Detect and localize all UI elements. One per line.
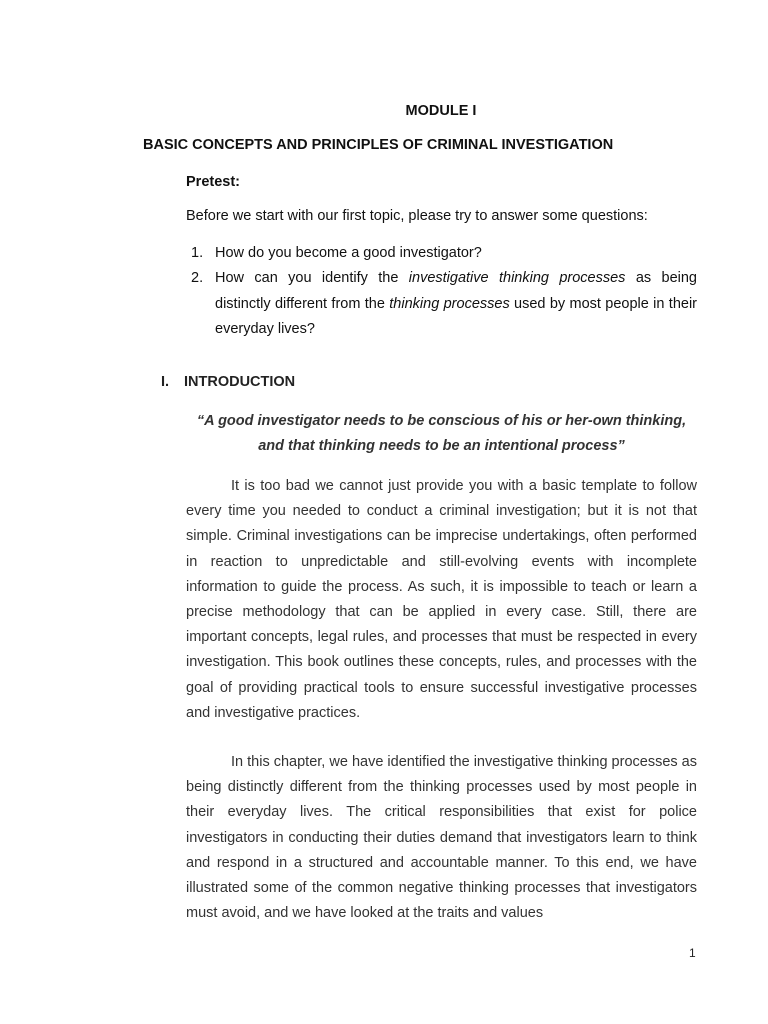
question-text: How do you become a good investigator?: [215, 245, 482, 261]
question-list: [191, 241, 697, 342]
question-number: 1.: [191, 245, 204, 261]
question-text-part: as being distinctly different from the: [215, 270, 697, 312]
body-paragraph: In this chapter, we have identified the investigative thinking processes as being distinctly different from the thinking processes used by most people in their everyday lives. The critical responsibilities that exist for police investigators in conducting their duties demand that investigators learn to think and respond in a structured and accountable manner. To this end, we have illustrated some of the common negative thinking processes that investigators must avoid, and we have looked at the traits and values: [186, 754, 697, 922]
pretest-intro: Before we start with our first topic, please try to answer some questions:: [186, 208, 648, 224]
module-title: MODULE I: [405, 103, 477, 119]
section-number: I.: [161, 374, 170, 390]
question-emphasis: thinking processes: [389, 295, 510, 312]
question-emphasis: investigative thinking processes: [408, 270, 626, 287]
list-item: [191, 241, 697, 266]
question-text-part: How can you identify the: [215, 270, 409, 287]
section-title: INTRODUCTION: [184, 374, 296, 390]
list-item: [191, 266, 697, 342]
body-paragraph: It is too bad we cannot just provide you with a basic template to follow every time you needed to conduct a criminal investigation; but it is not that simple. Criminal investigations can be imprecise undertakings, often performed in reaction to unpredictable and still-evolving events with incomplete information to guide the process. As such, it is impossible to teach or learn a precise methodology that can be applied in every case. Still, there are important concepts, legal rules, and processes that must be respected in every investigation. This book outlines these concepts, rules, and processes with the goal of providing practical tools to ensure successful investigative processes and investigative practices.: [186, 478, 697, 721]
pretest-label: Pretest:: [186, 174, 240, 190]
question-text-part: used by most people in their everyday lives?: [215, 295, 697, 337]
section-heading: [161, 374, 295, 390]
page-number: 1: [689, 946, 696, 960]
question-number: 2.: [191, 270, 204, 287]
page-title: BASIC CONCEPTS AND PRINCIPLES OF CRIMINAL INVESTIGATION: [143, 137, 614, 153]
pull-quote: “A good investigator needs to be conscious of his or her-own thinking, and that thinking needs to be an intentional process”: [196, 413, 687, 455]
